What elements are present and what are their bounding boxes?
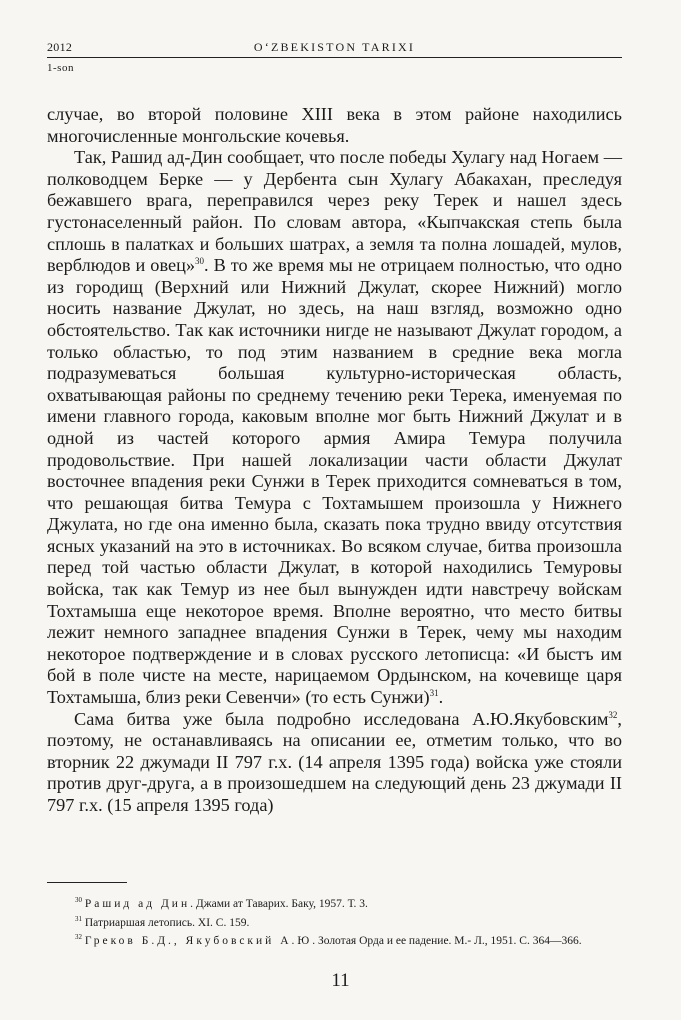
paragraph-2 xyxy=(47,147,622,708)
paragraph-3-text-a: Сама битва уже была подробно исследована А.Ю.Якубовским xyxy=(74,708,609,729)
footnote-text: . Джами ат Таварих. Баку, 1957. Т. 3. xyxy=(190,898,368,910)
footnote-number: 30 xyxy=(75,896,82,905)
footnote-31 xyxy=(47,914,622,933)
footnote-author: Греков Б.Д., Якубовский А.Ю xyxy=(84,935,313,947)
footnote-ref-30[interactable]: 30 xyxy=(195,256,205,267)
article-body xyxy=(47,104,622,817)
footnote-number: 31 xyxy=(75,914,82,923)
running-header xyxy=(47,40,622,72)
footnote-number: 32 xyxy=(75,933,82,942)
paragraph-3-text-b: , поэтому, не останавливаясь на описании ее, отметим только, что во вторник 22 джумади II 797 г.х. (14 апреля 1395 года) войска уже стояли против друг-друга, а в произошедшем на следующий день 23 джумади II 797 г.х. (15 апреля 1395 года) xyxy=(47,708,622,815)
header-year: 2012 xyxy=(47,40,73,54)
paragraph-3 xyxy=(47,709,622,817)
footnote-32 xyxy=(47,932,622,951)
paragraph-2-text-a: Так, Рашид ад-Дин сообщает, что после победы Хулагу над Ногаем — полководцем Берке — у Дербента сын Хулагу Абакахан, преследуя бежавшего врага, переправился через реку Терек и нашел здесь густонаселенный район. По словам автора, «Кыпчакская степь была сплошь в палатках и больших шатрах, а земля та полна лошадей, мулов, верблюдов и овец» xyxy=(47,147,622,276)
footnote-author: Рашид ад Дин xyxy=(84,898,191,910)
footnotes xyxy=(47,895,622,951)
footnote-separator xyxy=(47,882,127,883)
footnote-ref-31[interactable]: 31 xyxy=(429,687,439,698)
footnote-text: . Золотая Орда и ее падение. М.- Л., 1951. С. 364—366. xyxy=(312,935,582,947)
paragraph-2-text-b: . В то же время мы не отрицаем полностью, что одно из городищ (Верхний или Нижний Джулат, скорее Нижний) могло носить название Джулат, но здесь, на наш взгляд, возможно одно обстоятельство. Так как источники нигде не называют Джулат городом, а только областью, то под этим названием в средние века могла подразумеваться большая культурно-историческая область, охватывающая районы по среднему течению реки Терека, именуемая по имени главного города, каковым вполне мог быть Нижний Джулат и в одной из частей которого армия Амира Темура получила продовольствие. При нашей локализации части области Джулат восточнее впадения реки Сунжи в Терек приходится сомневаться в том, что решающая битва Темура с Тохтамышем произошла у Нижнего Джулата, но где она именно была, сказать пока трудно ввиду отсутствия ясных указаний на это в источниках. Во всяком случае, битва произошла перед той частью области Джулат, в которой находились Темуровы войска, так как Темур из нее был вынужден идти навстречу войскам Тохтамыша еще некоторое время. Вполне вероятно, что место битвы лежит немного западнее впадения Сунжи в Терек, чему мы находим некоторое подтверждение и в словах русского летописца: «И быстъ им бой в поле чисте на месте, нарицаемом Ордынском, на кочевище царя Тохтамыша, близ реки Севенчи» (то есть Сунжи) xyxy=(47,255,622,708)
paragraph-1-text: случае, во второй половине XIII века в этом районе находились многочисленные монгольские кочевья. xyxy=(47,104,622,146)
footnote-30 xyxy=(47,895,622,914)
header-rule xyxy=(47,57,622,58)
footnote-ref-32[interactable]: 32 xyxy=(608,709,618,720)
header-journal-title: O‘ZBEKISTON TARIXI xyxy=(253,40,416,54)
footnote-text: Патриаршая летопись. XI. С. 159. xyxy=(84,916,250,929)
page-number: 11 xyxy=(331,970,350,991)
paragraph-1 xyxy=(47,104,622,147)
header-issue: 1-son xyxy=(47,62,74,74)
paragraph-2-text-c: . xyxy=(438,687,444,708)
